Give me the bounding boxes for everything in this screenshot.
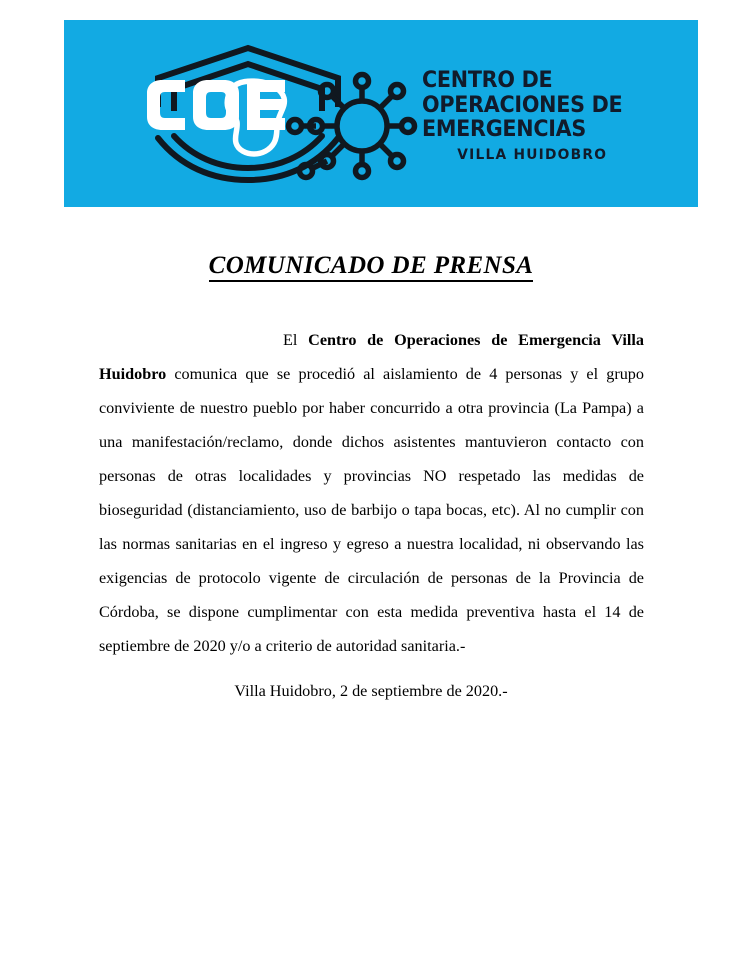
coe-wordmark-icon	[145, 79, 287, 131]
virus-network-icon	[289, 75, 415, 178]
coe-wordmark	[145, 79, 287, 131]
closing-text: Villa Huidobro, 2 de septiembre de 2020.-	[234, 682, 508, 700]
letterhead-content	[64, 20, 698, 207]
org-line-2: OPERACIONES DE	[422, 91, 623, 118]
body-paragraph	[99, 323, 644, 663]
page-title	[0, 252, 742, 280]
lead-prefix: El	[283, 331, 309, 349]
org-name-bold: Centro de Operaciones de Emergencia Villa Huidobro	[99, 331, 644, 383]
org-line-1: CENTRO DE	[422, 67, 553, 93]
page-title-text: COMUNICADO DE PRENSA	[209, 252, 534, 282]
closing-line	[0, 674, 742, 708]
letterhead-text-block	[422, 68, 687, 164]
body-text: comunica que se procedió al aislamiento de 4 personas y el grupo conviviente de nuestro pueblo por haber concurrido a otra provincia (La Pampa) a una manifestación/reclamo, donde dichos asistentes mantuvieron contacto con personas de otras localidades y provincias NO respetado las medidas de bioseguridad (distanciamiento, uso de barbijo o tapa bocas, etc). Al no cumplir con las normas sanitarias en el ingreso y egreso a nuestra localidad, ni observando las exigencias de protocolo vigente de circulación de personas de la Provincia de Córdoba, se dispone cumplimentar con esta medida preventiva hasta el 14 de septiembre de 2020 y/o a criterio de autoridad sanitaria.-	[99, 365, 644, 655]
org-line-3: EMERGENCIAS	[422, 116, 587, 142]
org-locality: VILLA HUIDOBRO	[457, 146, 608, 163]
document-body	[99, 323, 644, 663]
letterhead-banner	[64, 20, 698, 207]
